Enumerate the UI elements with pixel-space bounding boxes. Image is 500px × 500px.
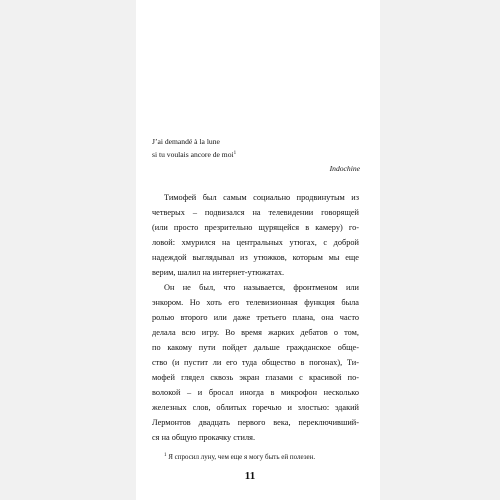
- text-line: четверых – подвизался на телевидении говорящей: [152, 208, 359, 217]
- footnote: [152, 453, 360, 461]
- text-line: Лермонтов двадцать первого века, переключивший-: [152, 418, 359, 427]
- text-line: энкором. Но хоть его телевизионная функция была: [152, 298, 359, 307]
- text-line: Он не был, что называется, фронтменом или: [164, 283, 359, 292]
- text-line: делала всю игру. Во время жарких дебатов о том,: [152, 328, 359, 337]
- text-line: по какому пути пойдет дальше гражданское обще-: [152, 343, 359, 352]
- epigraph-line: [152, 148, 236, 161]
- epigraph-line-text: J’ai demandé à la lune: [152, 137, 220, 146]
- footnote-text: Я спросил луну, чем еще я могу быть ей полезен.: [166, 453, 316, 461]
- epigraph-line: [152, 135, 220, 148]
- text-line: надеждой выглядывал из утюжков, которым мы еще: [152, 253, 359, 262]
- text-line: ся на общую прокачку стиля.: [152, 433, 256, 442]
- text-line: (или просто презрительно щурящейся в камеру) го-: [152, 223, 359, 232]
- text-line: волокой – и бросал иногда в микрофон несколько: [152, 388, 359, 397]
- text-line: мофей глядел сквозь экран глазами с красивой по-: [152, 373, 359, 382]
- text-line: железных слов, облитых горечью и злостью: эдакий: [152, 403, 359, 412]
- text-line: ролью второго или даже третьего плана, она часто: [152, 313, 359, 322]
- text-line: ловой: хмурился на центральных утюгах, с доброй: [152, 238, 359, 247]
- epigraph-line-text: si tu voulais ancore de moi: [152, 150, 234, 159]
- epigraph-source: Indochine: [329, 164, 360, 173]
- footnote-marker: 1: [164, 453, 167, 458]
- page-number: 11: [244, 470, 256, 482]
- text-line: Тимофей был самым социально продвинутым из: [164, 193, 359, 202]
- text-line: ство (и пустит ли его туда общество в погонах), Ти-: [152, 358, 359, 367]
- text-line: верим, шалил на интернет-утюжатах.: [152, 268, 285, 277]
- footnote-reference: 1: [233, 151, 237, 156]
